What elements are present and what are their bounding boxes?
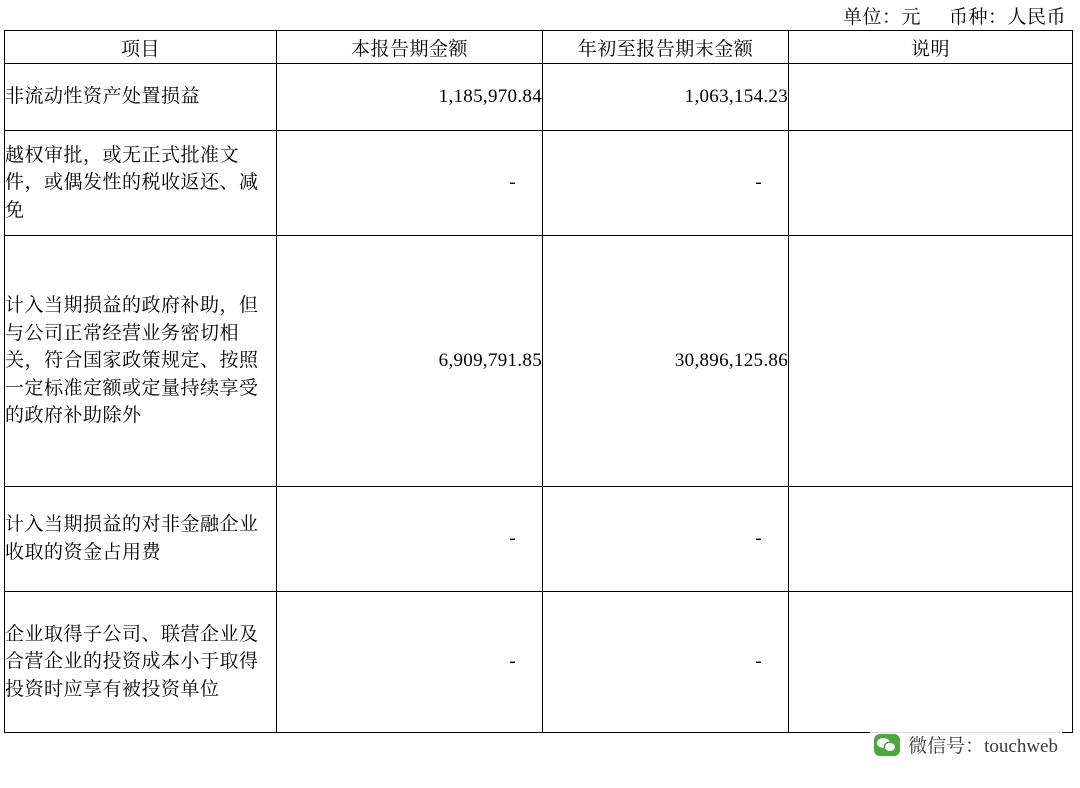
table-header-row xyxy=(5,31,1073,64)
row-note-value xyxy=(789,592,1073,733)
currency-label: 币种：人民币 xyxy=(948,6,1066,28)
table-row xyxy=(5,131,1073,236)
header-ytd: 年初至报告期末金额 xyxy=(543,31,789,64)
non-recurring-items-table xyxy=(4,30,1073,733)
row-current-value: 1,185,970.84 xyxy=(277,64,543,131)
row-note-value xyxy=(789,236,1073,487)
header-current-period: 本报告期金额 xyxy=(277,31,543,64)
row-current-value: - xyxy=(277,131,543,236)
header-item: 项目 xyxy=(5,31,277,64)
row-item-label: 计入当期损益的政府补助，但与公司正常经营业务密切相关，符合国家政策规定、按照一定标准定额或定量持续享受的政府补助除外 xyxy=(5,236,277,487)
unit-line xyxy=(0,0,1080,30)
row-current-value: 6,909,791.85 xyxy=(277,236,543,487)
row-ytd-value: 1,063,154.23 xyxy=(543,64,789,131)
unit-label: 单位：元 xyxy=(842,6,921,28)
row-note-value xyxy=(789,64,1073,131)
row-ytd-value: - xyxy=(543,131,789,236)
row-item-label: 企业取得子公司、联营企业及合营企业的投资成本小于取得投资时应享有被投资单位 xyxy=(5,592,277,733)
row-item-label: 越权审批，或无正式批准文件，或偶发性的税收返还、减免 xyxy=(5,131,277,236)
row-item-label: 计入当期损益的对非金融企业收取的资金占用费 xyxy=(5,487,277,592)
row-note-value xyxy=(789,131,1073,236)
watermark-text: 微信号：touchweb xyxy=(908,736,1058,757)
row-note-value xyxy=(789,487,1073,592)
row-item-label: 非流动性资产处置损益 xyxy=(5,64,277,131)
table-row xyxy=(5,487,1073,592)
table-row xyxy=(5,592,1073,733)
watermark xyxy=(870,729,1062,760)
table-row xyxy=(5,236,1073,487)
wechat-icon xyxy=(874,734,900,756)
header-note: 说明 xyxy=(789,31,1073,64)
row-ytd-value: - xyxy=(543,592,789,733)
table-row xyxy=(5,64,1073,131)
row-ytd-value: 30,896,125.86 xyxy=(543,236,789,487)
row-current-value: - xyxy=(277,592,543,733)
row-current-value: - xyxy=(277,487,543,592)
row-ytd-value: - xyxy=(543,487,789,592)
